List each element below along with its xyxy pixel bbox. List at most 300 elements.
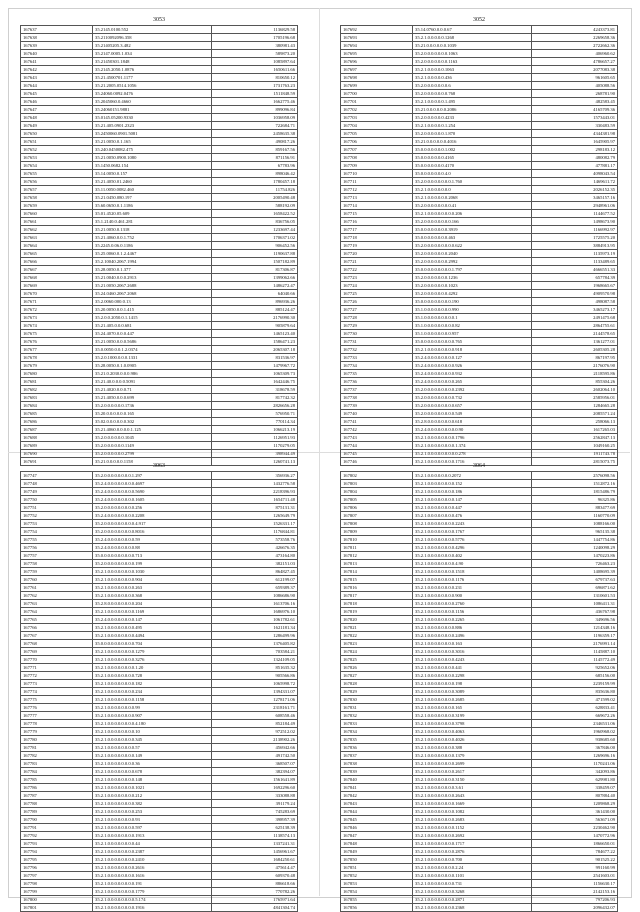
coordinate-cell: 35.2.1.0.0.0.0.0.0.0.0.1616: [93, 872, 212, 880]
value-cell: 1269696.16: [532, 752, 618, 760]
coordinate-cell: 35.2.0.0.0.0.0.0.0.0.1.297: [93, 472, 212, 480]
table-row: [21, 330, 298, 338]
parcel-id-cell: 167706: [341, 138, 413, 146]
parcel-id-cell: 167696: [341, 58, 413, 66]
parcel-id-cell: 167680: [21, 370, 93, 378]
coordinate-cell: 35.2.1.0.0.0.0.0.0.0.0.900: [413, 592, 532, 600]
parcel-id-cell: 167846: [341, 824, 413, 832]
coordinate-cell: 35.0.0.0.0.0.0.0.0.0.190: [413, 298, 532, 306]
table-row: [341, 608, 618, 616]
value-cell: 1507182.89: [212, 258, 298, 266]
table-row: [341, 808, 618, 816]
parcel-id-cell: 167766: [21, 624, 93, 632]
table-row: [21, 66, 298, 74]
value-cell: 356936.27: [212, 472, 298, 480]
coordinate-cell: 35.2.0.0.0.0.0.0.0.0.0.256: [93, 504, 212, 512]
value-cell: 2118595.86: [532, 370, 618, 378]
table-row: [21, 504, 298, 512]
table-row: [21, 298, 298, 306]
table-row: [341, 600, 618, 608]
table-row: [341, 824, 618, 832]
value-cell: 349696.56: [532, 616, 618, 624]
table-row: [341, 386, 618, 394]
table-row: [341, 330, 618, 338]
parcel-id-cell: 167764: [21, 608, 93, 616]
parcel-id-cell: 167855: [341, 896, 413, 904]
value-cell: 1136829.58: [212, 26, 298, 34]
value-cell: 1911743.78: [532, 450, 618, 458]
coordinate-cell: 35.2.1.0.0.0.0.0.0.0.0.165: [413, 704, 532, 712]
coordinate-cell: 35.2.1.0.0.0.0.0.0.0.0.148: [93, 776, 212, 784]
parcel-id-cell: 167747: [21, 472, 93, 480]
coordinate-cell: 35.21.0.0.0.0.0.1158: [93, 458, 212, 466]
parcel-id-cell: 167850: [341, 856, 413, 864]
parcel-id-cell: 167694: [341, 42, 413, 50]
value-cell: 491742.50: [212, 752, 298, 760]
table-row: [21, 832, 298, 840]
table-row: [21, 560, 298, 568]
value-cell: 1209868.29: [532, 800, 618, 808]
table-row: [21, 696, 298, 704]
coordinate-cell: 35.2.0.0.0.0.0.0.0.0.0.549: [413, 410, 532, 418]
coordinate-cell: 35.0.0.0.0.0.0.0.1.002: [413, 146, 532, 154]
value-cell: 657784.39: [532, 274, 618, 282]
value-cell: 1166992.97: [532, 226, 618, 234]
parcel-id-cell: 167656: [21, 178, 93, 186]
table-row: [21, 536, 298, 544]
value-cell: 1498673.90: [532, 218, 618, 226]
coordinate-cell: 35.2.1.0.0.0.0.0.0.0.0.2692: [413, 832, 532, 840]
value-cell: 1686976.10: [212, 608, 298, 616]
value-cell: 745283.69: [212, 808, 298, 816]
table-row: [21, 600, 298, 608]
coordinate-cell: 35.2.0.0.0.0.0.0.0.0.0.732: [413, 394, 532, 402]
value-cell: 1170241.06: [532, 760, 618, 768]
block-title: 3053: [153, 17, 165, 23]
parcel-id-cell: 167840: [341, 776, 413, 784]
table-row: [21, 26, 298, 34]
value-cell: 797206.93: [532, 896, 618, 904]
table-row: [21, 472, 298, 480]
coordinate-cell: 35.21.0.0.0.0.0.0.4016: [413, 138, 532, 146]
coordinate-cell: 35.2.1.0.0.0.0.0.1.254: [413, 122, 532, 130]
parcel-id-cell: 167827: [341, 672, 413, 680]
table-row: [341, 848, 618, 856]
table-row: [341, 568, 618, 576]
coordinate-cell: 35.2.0.0.0.0.0.0.0.2040: [413, 250, 532, 258]
table-row: [341, 58, 618, 66]
coordinate-cell: 35.2.1.0.0.0.0.0.0.0.0.1021: [93, 784, 212, 792]
parcel-id-cell: 167852: [341, 872, 413, 880]
table-row: [21, 888, 298, 896]
coordinate-cell: 35.2.1.0.0.0.0.0.0.0.0.907: [93, 712, 212, 720]
table-row: [341, 552, 618, 560]
value-cell: 1278171.06: [212, 696, 298, 704]
value-cell: 1658422.52: [212, 210, 298, 218]
value-cell: 2458635.38: [212, 130, 298, 138]
coordinate-cell: 35.2.1.0.0.0.0.0.0.0.0.1717: [413, 840, 532, 848]
table-row: [21, 394, 298, 402]
coordinate-cell: 35.2.1.0.0.0.0.0.0.0.0.147: [413, 496, 532, 504]
coordinate-cell: 35.2.1.0.0.0.0.0.0.0.0.4494: [93, 632, 212, 640]
value-cell: 867197.95: [532, 354, 618, 362]
table-row: [341, 536, 618, 544]
table-row: [341, 832, 618, 840]
value-cell: 859167.56: [212, 146, 298, 154]
table-row: [21, 250, 298, 258]
parcel-id-cell: 167848: [341, 840, 413, 848]
coordinate-cell: 35.2.1.0.0.0.0.0.0.0.0.44: [93, 840, 212, 848]
value-cell: 1066213.19: [212, 426, 298, 434]
parcel-id-cell: 167684: [21, 402, 93, 410]
parcel-id-cell: 167645: [21, 90, 93, 98]
parcel-id-cell: 167699: [341, 82, 413, 90]
coordinate-cell: 35.2.1.0.0.0.0.0.0.0.0.2265: [413, 616, 532, 624]
parcel-id-cell: 167717: [341, 226, 413, 234]
value-cell: 810650.12: [212, 74, 298, 82]
value-cell: 361430.00: [532, 808, 618, 816]
value-cell: 2491475.68: [532, 314, 618, 322]
table-row: [21, 616, 298, 624]
table-row: [21, 824, 298, 832]
value-cell: 1085897.64: [212, 58, 298, 66]
value-cell: 1511848.59: [212, 90, 298, 98]
table-row: [21, 266, 298, 274]
parcel-id-cell: 167679: [21, 362, 93, 370]
table-row: [21, 576, 298, 584]
parcel-id-cell: 167725: [341, 290, 413, 298]
value-cell: 338459.07: [532, 784, 618, 792]
table-row: [21, 290, 298, 298]
table-row: [21, 386, 298, 394]
coordinate-cell: 35.2.1.0.0.0.0.0.0.0.0.2760: [413, 600, 532, 608]
coordinate-cell: 35.2.1.0.0.0.0.0.0.0.0.2643: [413, 792, 532, 800]
table-row: [341, 250, 618, 258]
table-row: [341, 672, 618, 680]
value-cell: 1240098.29: [532, 544, 618, 552]
table-row: [341, 504, 618, 512]
value-cell: 398944.49: [212, 450, 298, 458]
parcel-id-cell: 167724: [341, 282, 413, 290]
table-row: [21, 82, 298, 90]
coordinate-cell: 35.2.1.0.0.0.0.0.0.0.0.2387: [93, 848, 212, 856]
table-row: [21, 880, 298, 888]
parcel-id-cell: 167801: [21, 904, 93, 912]
table-row: [341, 226, 618, 234]
coordinate-cell: 35.2.1.0.0.0.0.0.0.0.0.2685: [413, 696, 532, 704]
table-row: [21, 418, 298, 426]
table-row: [341, 314, 618, 322]
value-cell: 1613706.16: [212, 600, 298, 608]
parcel-id-cell: 167676: [21, 338, 93, 346]
coordinate-cell: 35.2.1.0.0.0.0.0.0.0.0.678: [93, 768, 212, 776]
coordinate-cell: 35.2110092096.358: [93, 34, 212, 42]
coordinate-cell: 35.2.4.0.0.0.0.0.0.0.0.127: [413, 354, 532, 362]
value-cell: 2218396.93: [212, 488, 298, 496]
coordinate-cell: 35.2.1.0.0.0.0.0.0.0.0.3016: [413, 648, 532, 656]
value-cell: 1408695.39: [532, 568, 618, 576]
parcel-id-cell: 167638: [21, 34, 93, 42]
table-row: [21, 162, 298, 170]
table-row: [341, 290, 618, 298]
coordinate-cell: 35.2.1.0.0.0.0.0.0.0.0.198: [413, 680, 532, 688]
coordinate-cell: 35.2.1.0.0.0.0.0.0.0.0.2368: [413, 904, 532, 912]
value-cell: 1260741.13: [212, 458, 298, 466]
coordinate-cell: 35.21.0.0.0.0.0.0.1039: [413, 42, 532, 50]
parcel-id-cell: 167834: [341, 728, 413, 736]
value-cell: 473164.80: [212, 552, 298, 560]
value-cell: 901525.22: [532, 856, 618, 864]
value-cell: 1968665.67: [532, 282, 618, 290]
coordinate-cell: 35.2.1.0.0.0.0.0.0.0.0.700: [413, 856, 532, 864]
table-row: [341, 410, 618, 418]
coordinate-cell: 35.0.0.0.0.0.0.0.4165: [413, 154, 532, 162]
parcel-id-cell: 167690: [21, 450, 93, 458]
parcel-id-cell: 167682: [21, 386, 93, 394]
coordinate-cell: 35.21.405.0901.2323: [93, 122, 212, 130]
parcel-id-cell: 167782: [21, 752, 93, 760]
parcel-id-cell: 167650: [21, 130, 93, 138]
coordinate-cell: 35.2145.0100.552: [93, 26, 212, 34]
value-cell: 1586471.23: [212, 338, 298, 346]
table-row: [21, 346, 298, 354]
table-row: [21, 154, 298, 162]
block-title: 3064: [473, 463, 485, 469]
value-cell: 490817.26: [212, 138, 298, 146]
table-row: [21, 442, 298, 450]
value-cell: 1621181.34: [212, 624, 298, 632]
coordinate-cell: 35.01.4520.05.609: [93, 210, 212, 218]
table-row: [341, 74, 618, 82]
coordinate-cell: 35.0.0.0.0.0.0.0.0.463: [413, 234, 532, 242]
value-cell: 925652.06: [532, 664, 618, 672]
parcel-id-cell: 167698: [341, 74, 413, 82]
value-cell: 871156.91: [212, 154, 298, 162]
coordinate-cell: 35.14.0050.0.157: [93, 170, 212, 178]
parcel-id-cell: 167759: [21, 568, 93, 576]
parcel-id-cell: 167700: [341, 90, 413, 98]
parcel-id-cell: 167830: [341, 696, 413, 704]
table-row: [341, 50, 618, 58]
coordinate-cell: 35.2.1.0.0.0.0.0.0.0.0.345: [93, 736, 212, 744]
value-cell: 4165709.36: [532, 106, 618, 114]
coordinate-cell: 35.21.0050.0900.1080: [93, 154, 212, 162]
table-row: [341, 178, 618, 186]
parcel-id-cell: 167835: [341, 736, 413, 744]
value-cell: 2948961.06: [532, 202, 618, 210]
value-cell: 1176844.81: [212, 528, 298, 536]
parcel-id-cell: 167798: [21, 880, 93, 888]
table-row: [341, 896, 618, 904]
table-row: [341, 496, 618, 504]
table-row: [21, 544, 298, 552]
parcel-id-cell: 167741: [341, 418, 413, 426]
parcel-id-cell: 167777: [21, 712, 93, 720]
coordinate-cell: 35.2.1.0.0.0.0.0.0.0.0.441: [413, 664, 532, 672]
coordinate-table: [20, 471, 298, 912]
value-cell: 1394331.07: [212, 688, 298, 696]
table-row: [21, 258, 298, 266]
value-cell: 669672.26: [532, 712, 618, 720]
parcel-id-cell: 167729: [341, 322, 413, 330]
value-cell: 2318161.71: [212, 704, 298, 712]
table-row: [21, 624, 298, 632]
parcel-id-cell: 167851: [341, 864, 413, 872]
coordinate-cell: 35.2.1.0.0.0.0.0.0.0.0.5776: [413, 536, 532, 544]
coordinate-cell: 35.2.1.0.0.0.0.0.0.0.0.4.180: [93, 720, 212, 728]
table-row: [341, 624, 618, 632]
coordinate-cell: 35.2.1.0.0.0.0.0.0.0.0.402: [413, 552, 532, 560]
coordinate-cell: 35.21.0050.0.1.165: [93, 138, 212, 146]
parcel-id-cell: 167668: [21, 274, 93, 282]
coordinate-cell: 35.2.1.0.0.0.0.0.0.0.0.3276: [93, 656, 212, 664]
coordinate-cell: 35.0.0050.0.0.1.2.0374: [93, 346, 212, 354]
coordinate-cell: 35.24.0460.2067.2068: [93, 290, 212, 298]
value-cell: 831536.97: [212, 354, 298, 362]
coordinate-cell: 35.2.1.0.0.0.0.0.0.0.0.2496: [413, 632, 532, 640]
table-row: [341, 450, 618, 458]
table-row: [21, 378, 298, 386]
coordinate-cell: 35.2.1.0.0.0.0.0.0.0.0.368: [93, 592, 212, 600]
parcel-id-cell: 167738: [341, 394, 413, 402]
coordinate-cell: 35.2.0.0.0.0.0.0.0.0.166: [413, 218, 532, 226]
parcel-id-cell: 167715: [341, 210, 413, 218]
value-cell: 398957.39: [212, 816, 298, 824]
value-cell: 475614.47: [212, 864, 298, 872]
coordinate-cell: 35.2.1.0.0.0.0.0.0.0.0.731: [413, 880, 532, 888]
coordinate-cell: 35.2.0.0.0.0.0.0.0.4292: [413, 290, 532, 298]
parcel-id-cell: 167731: [341, 338, 413, 346]
parcel-id-cell: 167730: [341, 330, 413, 338]
table-row: [21, 592, 298, 600]
parcel-id-cell: 167757: [21, 552, 93, 560]
table-row: [341, 298, 618, 306]
table-row: [21, 488, 298, 496]
coordinate-cell: 35.2.1.0.0.0.0.0.0.0.0.2871: [413, 896, 532, 904]
value-cell: 1065998.72: [212, 680, 298, 688]
table-body: [21, 26, 298, 466]
table-row: [21, 656, 298, 664]
parcel-id-cell: 167651: [21, 138, 93, 146]
table-row: [341, 370, 618, 378]
table-row: [21, 402, 298, 410]
value-cell: 883477.69: [532, 504, 618, 512]
coordinate-cell: 35.21.405.0.0.0.681: [93, 322, 212, 330]
parcel-id-cell: 167659: [21, 202, 93, 210]
table-row: [341, 744, 618, 752]
value-cell: 1486272.47: [212, 282, 298, 290]
value-cell: 4666551.33: [532, 266, 618, 274]
coordinate-cell: 35.2.1.0.0.0.0.0.0.0.0.2243: [413, 520, 532, 528]
coordinate-cell: 35.0.0.0.0.0.0.0.0.0.1.797: [413, 266, 532, 274]
table-row: [21, 512, 298, 520]
coordinate-cell: 35.2.1.0.0.0.0.0.0.0.0.1796: [413, 434, 532, 442]
table-row: [341, 576, 618, 584]
coordinate-cell: 35.21.4500701.1177: [93, 74, 212, 82]
parcel-id-cell: 167736: [341, 378, 413, 386]
table-row: [341, 560, 618, 568]
coordinate-cell: 35.2.0.0.0.0.0.0.0.0.0.657: [413, 402, 532, 410]
value-cell: 1645905.97: [532, 138, 618, 146]
table-row: [341, 704, 618, 712]
table-row: [21, 520, 298, 528]
value-cell: 1284665.28: [532, 402, 618, 410]
value-cell: 991160.99: [532, 864, 618, 872]
table-row: [341, 26, 618, 34]
parcel-id-cell: 167688: [21, 434, 93, 442]
coordinate-cell: 35.2.1.0.0.0.0.0.0.0.0.495: [93, 624, 212, 632]
coordinate-cell: 35.2.1.0.0.0.0.0.0.0.0.152: [413, 480, 532, 488]
value-cell: 1573443.01: [532, 114, 618, 122]
value-cell: 1190637.88: [212, 250, 298, 258]
table-row: [21, 704, 298, 712]
table-row: [341, 434, 618, 442]
table-row: [21, 130, 298, 138]
coordinate-cell: 35.2.4.0.0.0.0.0.0.0.0.0.90: [413, 426, 532, 434]
coordinate-cell: 35.2.1.0.0.0.0.0.0.0.0.1158: [93, 696, 212, 704]
coordinate-cell: 35.2.1.0.0.0.0.0.0.0.0.1379: [413, 752, 532, 760]
value-cell: 2602064.10: [532, 386, 618, 394]
parcel-id-cell: 167637: [21, 26, 93, 34]
table-row: [341, 138, 618, 146]
value-cell: 905566.86: [212, 672, 298, 680]
value-cell: 2722662.36: [532, 42, 618, 50]
parcel-id-cell: 167744: [341, 442, 413, 450]
value-cell: 1432776.58: [212, 480, 298, 488]
value-cell: 1036958.09: [212, 114, 298, 122]
block-title: 3052: [473, 17, 485, 23]
parcel-id-cell: 167642: [21, 66, 93, 74]
parcel-id-cell: 167761: [21, 584, 93, 592]
table-body: [21, 472, 298, 912]
value-cell: 1145772.49: [532, 656, 618, 664]
table-row: [21, 122, 298, 130]
parcel-id-cell: 167791: [21, 824, 93, 832]
table-row: [341, 354, 618, 362]
parcel-id-cell: 167856: [341, 904, 413, 912]
table-row: [21, 896, 298, 904]
parcel-id-cell: 167653: [21, 154, 93, 162]
value-cell: 1470772.96: [532, 832, 618, 840]
coordinate-cell: 35.2.1.0.0.0.0.0.0.0.0.2683: [413, 816, 532, 824]
coordinate-cell: 35.2.1.0.0.0.0.0.0.0.0.1279: [93, 648, 212, 656]
value-cell: 382151.03: [212, 560, 298, 568]
coordinate-cell: 35.1.2140.0.461.281: [93, 218, 212, 226]
coordinate-cell: 35.2.1.0.0.0.0.0.0.0.0.234: [93, 688, 212, 696]
value-cell: 333088.88: [212, 792, 298, 800]
value-cell: 659389.37: [212, 584, 298, 592]
coordinate-cell: 35.21.0040.0.0.0.2913: [93, 274, 212, 282]
coordinate-cell: 35.2.1.0.0.0.0.0.0.0.0.2617: [413, 768, 532, 776]
coordinate-cell: 35.2.1.0.0.0.0.0.0.0.0.886: [413, 624, 532, 632]
parcel-id-cell: 167674: [21, 322, 93, 330]
coordinate-cell: 35.21.0.2030.0.0.0.986: [93, 370, 212, 378]
table-row: [341, 242, 618, 250]
value-cell: 905879.64: [212, 322, 298, 330]
coordinate-cell: 35.2.1.0.0.0.0.0.0.0.0.1779: [93, 888, 212, 896]
parcel-id-cell: 167795: [21, 856, 93, 864]
value-cell: 2142153.16: [532, 888, 618, 896]
coordinate-cell: 35.2.0.0.0.0.0.0.0.1063: [413, 50, 532, 58]
parcel-id-cell: 167654: [21, 162, 93, 170]
parcel-id-cell: 167727: [341, 306, 413, 314]
table-row: [341, 378, 618, 386]
table-row: [341, 122, 618, 130]
table-row: [21, 186, 298, 194]
value-cell: 406960.62: [532, 50, 618, 58]
table-row: [21, 210, 298, 218]
parcel-id-cell: 167790: [21, 816, 93, 824]
